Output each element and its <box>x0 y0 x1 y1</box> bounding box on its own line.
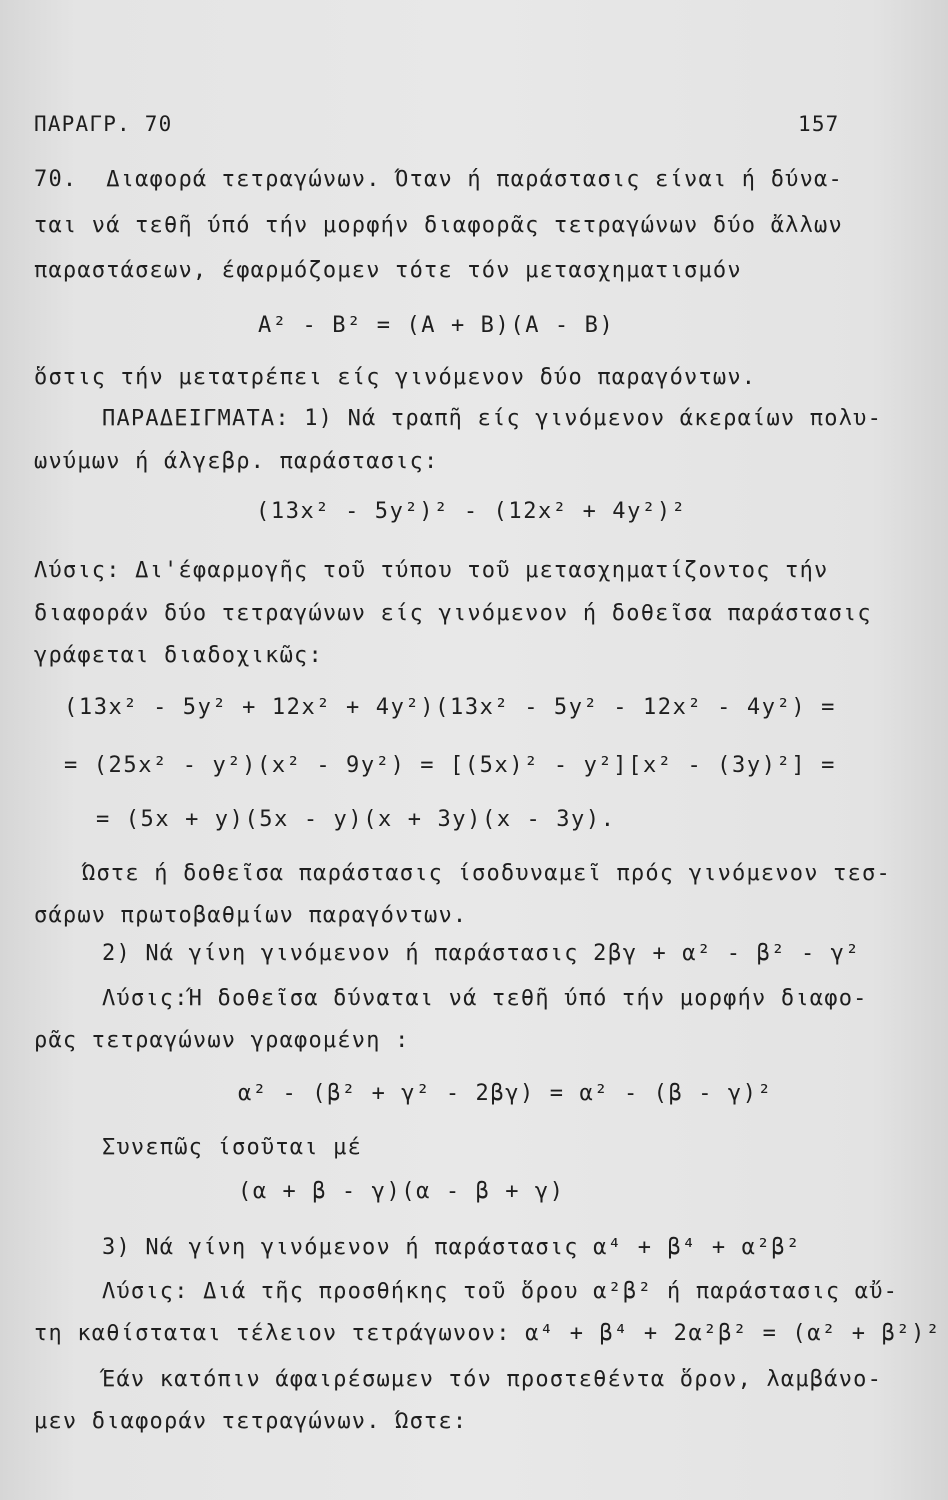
example2-rewrite: α² - (β² + γ² - 2βγ) = α² - (β - γ)² <box>238 1081 773 1106</box>
example3-text: 3) Νά γίνη γινόμενον ή παράστασις <box>102 1235 579 1260</box>
page-number: 157 <box>798 112 840 136</box>
text-line: γράφεται διαδοχικῶς: <box>34 643 323 668</box>
added-term: α²β² <box>593 1279 653 1304</box>
solution-line: Λύσις:Ή δοθεῖσα δύναται νά τεθῆ ύπό τήν μορφήν διαφο- <box>102 986 868 1011</box>
example2-result: (α + β - γ)(α - β + γ) <box>238 1179 565 1204</box>
text-line: Έάν κατόπιν άφαιρέσωμεν τόν προστεθέντα ὅρον, λαμβάνο- <box>102 1367 883 1392</box>
example3-line <box>102 1234 801 1262</box>
solution-text-end: ή παράστασις αὔ- <box>667 1279 899 1304</box>
section-heading-line: 70. Διαφορά τετραγώνων. Όταν ή παράστασις είναι ή δύνα- <box>34 167 843 192</box>
example3-expression: α⁴ + β⁴ + α²β² <box>593 1235 801 1260</box>
text-line: μεν διαφοράν τετραγώνων. Ώστε: <box>34 1409 468 1434</box>
text-line: παραστάσεων, έφαρμόζομεν τότε τόν μετασχηματισμόν <box>34 258 742 283</box>
text-line: ρᾶς τετραγώνων γραφομένη : <box>34 1028 410 1053</box>
example2-text: 2) Νά γίνη γινόμενον ή παράστασις <box>102 941 579 966</box>
examples-heading-line: ΠΑΡΑΔΕΙΓΜΑΤΑ: 1) Νά τραπῆ είς γινόμενον άκεραίων πολυ- <box>102 406 883 431</box>
derivation-step-2: = (25x² - y²)(x² - 9y²) = [(5x)² - y²][x² - (3y)²] = <box>64 753 836 778</box>
solution-line <box>102 1278 898 1306</box>
running-header: ΠΑΡΑΓΡ. 70 <box>34 112 173 136</box>
text-line: σάρων πρωτοβαθμίων παραγόντων. <box>34 903 468 928</box>
text-line: ὅστις τήν μετατρέπει είς γινόμενον δύο παραγόντων. <box>34 365 757 390</box>
example1-expression: (13x² - 5y²)² - (12x² + 4y²)² <box>256 499 687 524</box>
text-line: Συνεπῶς ίσοῦται μέ <box>102 1135 363 1160</box>
text-line: ωνύμων ή άλγεβρ. παράστασις: <box>34 449 439 474</box>
solution-text: Λύσις: Διά τῆς προσθήκης τοῦ ὅρου <box>102 1279 579 1304</box>
text-line-start: τη καθίσταται τέλειον τετράγωνον: <box>34 1321 511 1346</box>
text-line: διαφοράν δύο τετραγώνων είς γινόμενον ή δοθεῖσα παράστασις <box>34 601 872 626</box>
identity-formula: A² - B² = (A + B)(A - B) <box>258 313 615 338</box>
text-line: Ώστε ή δοθεῖσα παράστασις ίσοδυναμεῖ πρός γινόμενον τεσ- <box>82 861 891 886</box>
text-line <box>34 1320 941 1348</box>
text-line: ται νά τεθῆ ύπό τήν μορφήν διαφορᾶς τετραγώνων δύο ἄλλων <box>34 213 843 238</box>
example2-line <box>102 940 860 968</box>
derivation-step-1: (13x² - 5y² + 12x² + 4y²)(13x² - 5y² - 12x² - 4y²) = <box>64 695 836 720</box>
example2-expression: 2βγ + α² - β² - γ² <box>593 941 861 966</box>
derivation-step-3: = (5x + y)(5x - y)(x + 3y)(x - 3y). <box>96 807 616 832</box>
solution-line: Λύσις: Δι'έφαρμογῆς τοῦ τύπου τοῦ μετασχηματίζοντος τήν <box>34 558 829 583</box>
perfect-square: α⁴ + β⁴ + 2α²β² = (α² + β²)² <box>525 1321 941 1346</box>
